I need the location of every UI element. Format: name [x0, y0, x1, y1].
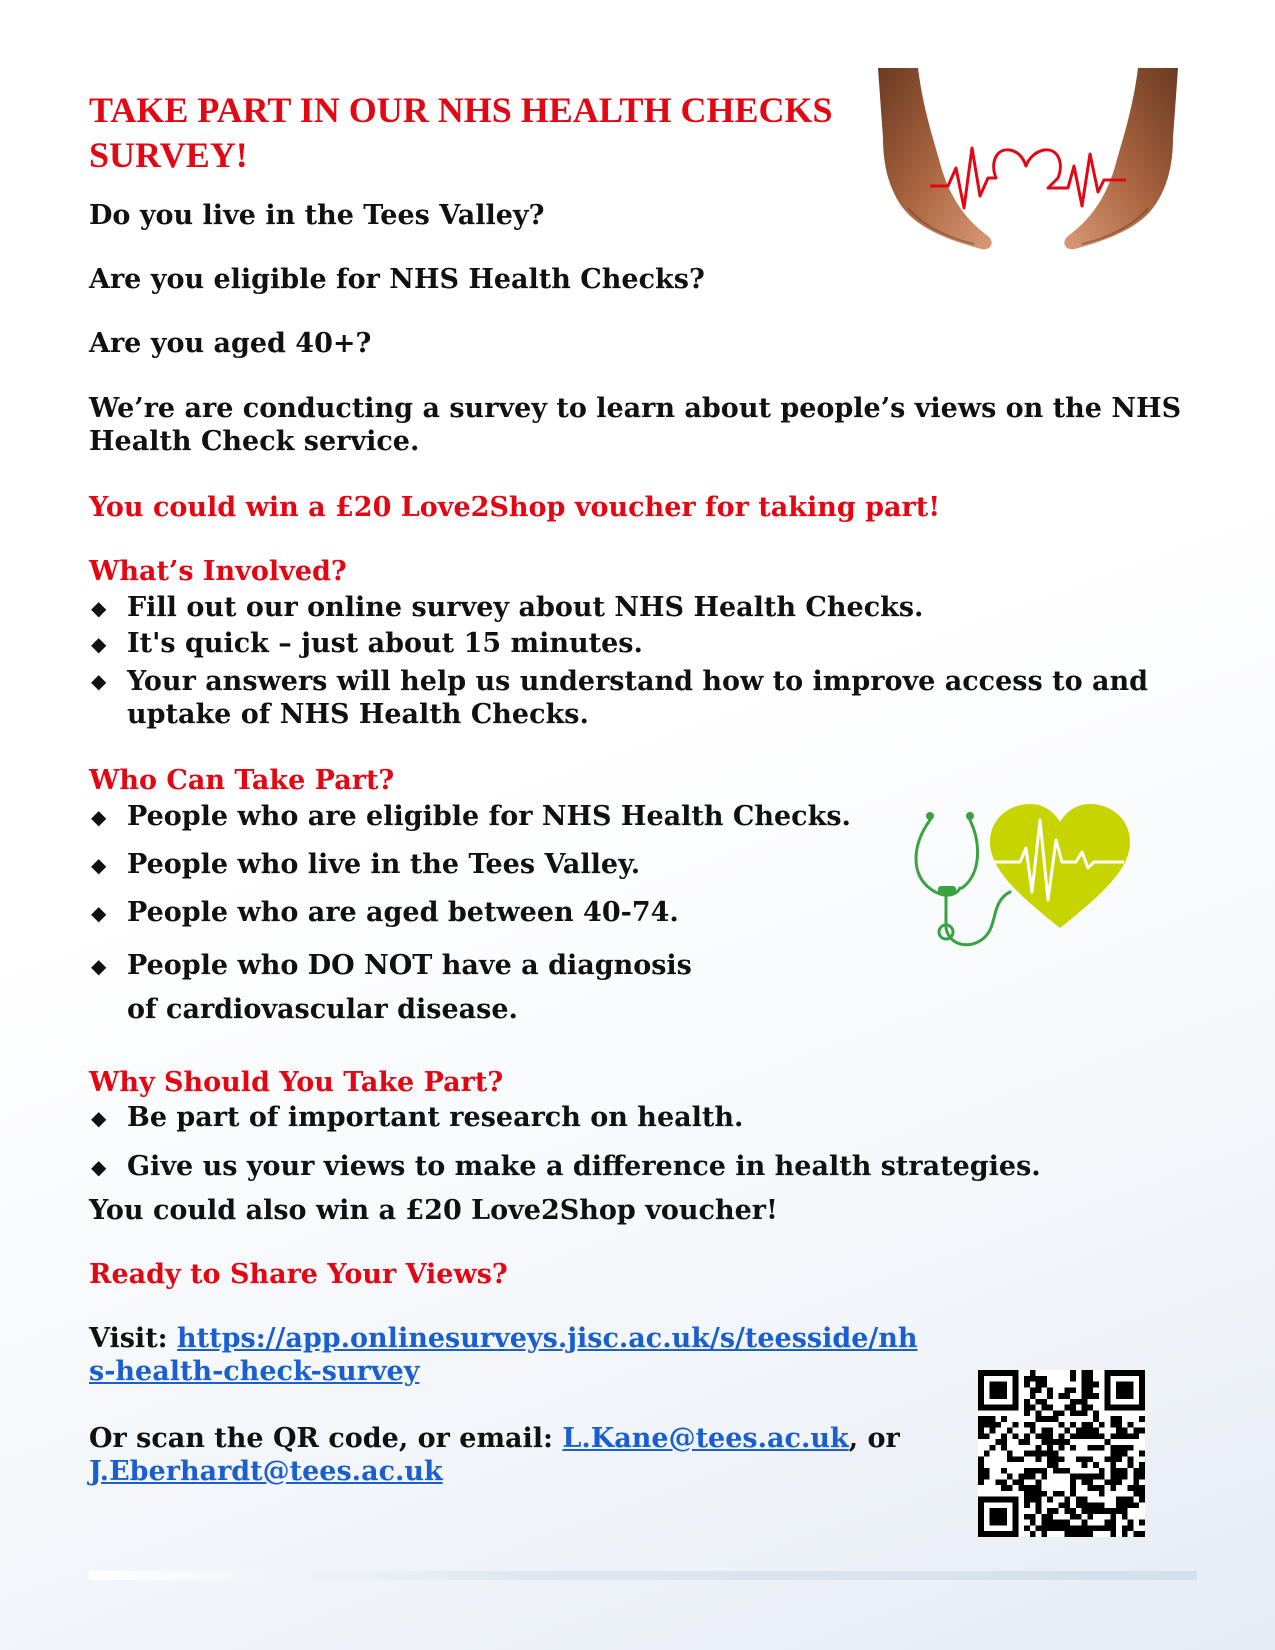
or-text: , or [848, 1423, 900, 1454]
prize-line: You could win a £20 Love2Shop voucher for taking part! [89, 492, 941, 523]
list-item: ◆ Give us your views to make a difference in health strategies. [91, 1151, 1041, 1182]
contact-line [89, 1422, 919, 1488]
voucher-closing: You could also win a £20 Love2Shop voucher! [89, 1195, 778, 1226]
ready-heading: Ready to Share Your Views? [89, 1259, 508, 1290]
list-item: ◆ Your answers will help us understand how to improve access to and uptake of NHS Health Checks. [91, 666, 1148, 730]
diamond-bullet-icon: ◆ [91, 669, 107, 693]
hands-heartbeat-icon [878, 68, 1178, 268]
diamond-bullet-icon: ◆ [91, 596, 107, 620]
page-title: TAKE PART IN OUR NHS HEALTH CHECKS SURVEY! [89, 90, 833, 175]
list-item: ◆ People who are aged between 40-74. [91, 897, 679, 928]
involved-list [89, 590, 1199, 731]
visit-line [89, 1322, 919, 1388]
bottom-divider [89, 1571, 1197, 1580]
question-age: Are you aged 40+? [89, 328, 372, 359]
question-eligible: Are you eligible for NHS Health Checks? [89, 264, 705, 295]
list-item: ◆ It's quick – just about 15 minutes. [89, 626, 1199, 662]
diamond-bullet-icon: ◆ [91, 853, 107, 877]
diamond-bullet-icon: ◆ [91, 901, 107, 925]
question-tees-valley: Do you live in the Tees Valley? [89, 200, 545, 231]
diamond-bullet-icon: ◆ [91, 1106, 107, 1130]
list-item: ◆ People who live in the Tees Valley. [91, 849, 641, 880]
list-item: ◆ People who are eligible for NHS Health Checks. [91, 801, 851, 832]
email-link-kane[interactable]: L.Kane@tees.ac.uk [562, 1423, 849, 1454]
who-list [89, 800, 851, 1032]
who-heading: Who Can Take Part? [89, 765, 395, 796]
list-item: ◆ Be part of important research on health. [91, 1102, 744, 1133]
why-heading: Why Should You Take Part? [89, 1067, 504, 1098]
visit-label: Visit: [89, 1323, 168, 1354]
list-item: ◆ People who DO NOT have a diagnosis of cardiovascular disease. [89, 944, 729, 1032]
diamond-bullet-icon: ◆ [91, 1155, 107, 1179]
survey-link[interactable]: https://app.onlinesurveys.jisc.ac.uk/s/teesside/nhs-health-check-survey [89, 1323, 918, 1387]
diamond-bullet-icon: ◆ [91, 954, 107, 978]
stethoscope-heart-icon [910, 800, 1170, 980]
involved-heading: What’s Involved? [89, 556, 347, 587]
contact-prefix: Or scan the QR code, or email: [89, 1423, 554, 1454]
why-list [89, 1101, 1199, 1184]
intro-text: We’re are conducting a survey to learn about people’s views on the NHS Health Check service. [89, 393, 1182, 457]
qr-code[interactable] [978, 1370, 1145, 1537]
email-link-eberhardt[interactable]: J.Eberhardt@tees.ac.uk [89, 1456, 443, 1487]
list-item: ◆ Fill out our online survey about NHS Health Checks. [89, 590, 1199, 626]
diamond-bullet-icon: ◆ [91, 632, 107, 656]
diamond-bullet-icon: ◆ [91, 805, 107, 829]
